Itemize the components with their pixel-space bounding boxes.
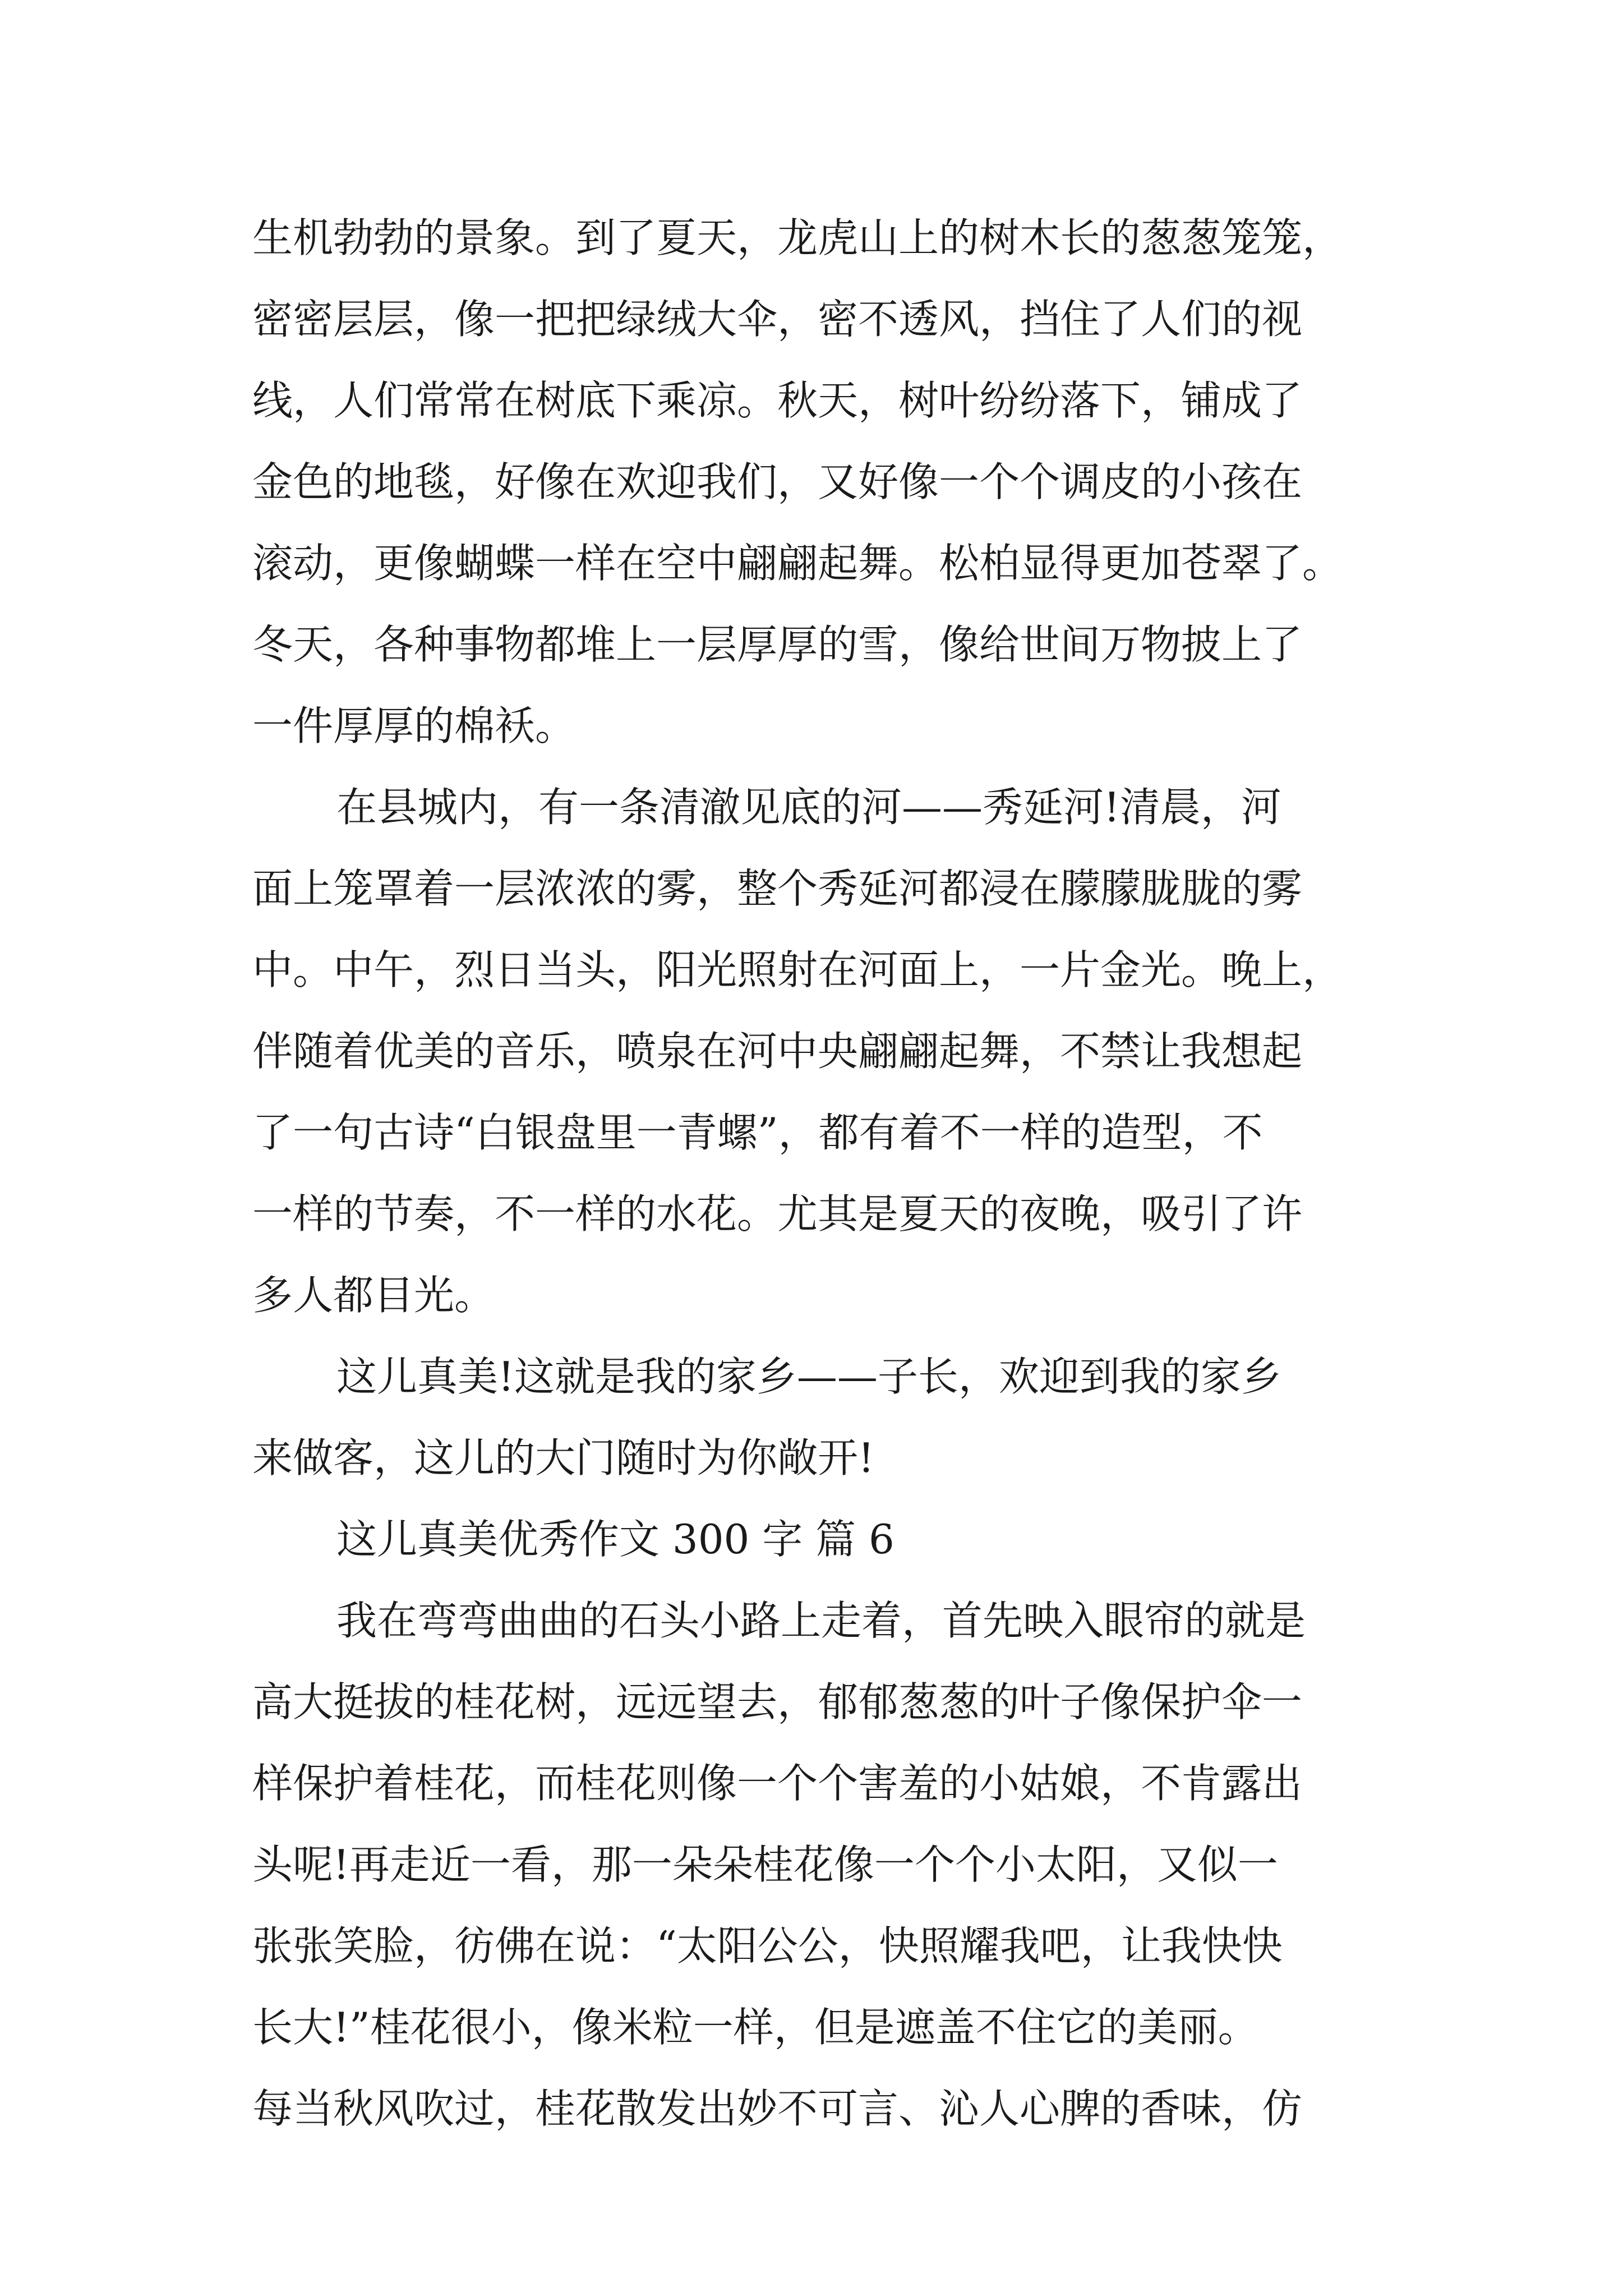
- text-line: 头呢!再走近一看，那一朵朵桂花像一个个小太阳，又似一: [252, 1841, 1278, 1888]
- text-line: 冬天，各种事物都堆上一层厚厚的雪，像给世间万物披上了: [252, 621, 1303, 668]
- text-line: 面上笼罩着一层浓浓的雾，整个秀延河都浸在朦朦胧胧的雾: [252, 865, 1303, 912]
- text-line: 每当秋风吹过，桂花散发出妙不可言、沁人心脾的香味，仿: [252, 2085, 1303, 2132]
- paragraph-first-line: 在县城内，有一条清澈见底的河——秀延河!清晨，河: [336, 784, 1281, 831]
- text-line: 伴随着优美的音乐，喷泉在河中央翩翩起舞，不禁让我想起: [252, 1028, 1303, 1075]
- text-line: 了一句古诗“白银盘里一青螺”，都有着不一样的造型，不: [252, 1109, 1263, 1156]
- text-line: 张张笑脸，彷佛在说：“太阳公公，快照耀我吧，让我快快: [252, 1922, 1283, 1970]
- text-line: 一件厚厚的棉袄。: [252, 702, 576, 749]
- text-line: 来做客，这儿的大门随时为你敞开!: [252, 1434, 874, 1481]
- text-line: 滚动，更像蝴蝶一样在空中翩翩起舞。松柏显得更加苍翠了。: [252, 540, 1343, 587]
- section-heading: 这儿真美优秀作文 300 字 篇 6: [336, 1516, 895, 1563]
- text-line: 密密层层，像一把把绿绒大伞，密不透风，挡住了人们的视: [252, 296, 1303, 343]
- text-line: 线，人们常常在树底下乘凉。秋天，树叶纷纷落下，铺成了: [252, 377, 1303, 424]
- text-line: 样保护着桂花，而桂花则像一个个害羞的小姑娘，不肯露出: [252, 1760, 1303, 1807]
- paragraph-first-line: 我在弯弯曲曲的石头小路上走着，首先映入眼帘的就是: [336, 1597, 1306, 1644]
- text-line: 多人都目光。: [252, 1272, 495, 1319]
- text-line: 金色的地毯，好像在欢迎我们，又好像一个个调皮的小孩在: [252, 458, 1303, 505]
- text-line: 长大!”桂花很小，像米粒一样，但是遮盖不住它的美丽。: [252, 2004, 1258, 2051]
- text-line: 高大挺拔的桂花树，远远望去，郁郁葱葱的叶子像保护伞一: [252, 1678, 1303, 1726]
- paragraph-first-line: 这儿真美!这就是我的家乡——子长，欢迎到我的家乡: [336, 1353, 1281, 1400]
- text-line: 一样的节奏，不一样的水花。尤其是夏天的夜晚，吸引了许: [252, 1190, 1303, 1237]
- text-line: 生机勃勃的景象。到了夏天，龙虎山上的树木长的葱葱笼笼，: [252, 214, 1343, 261]
- text-line: 中。中午，烈日当头，阳光照射在河面上，一片金光。晚上，: [252, 946, 1343, 993]
